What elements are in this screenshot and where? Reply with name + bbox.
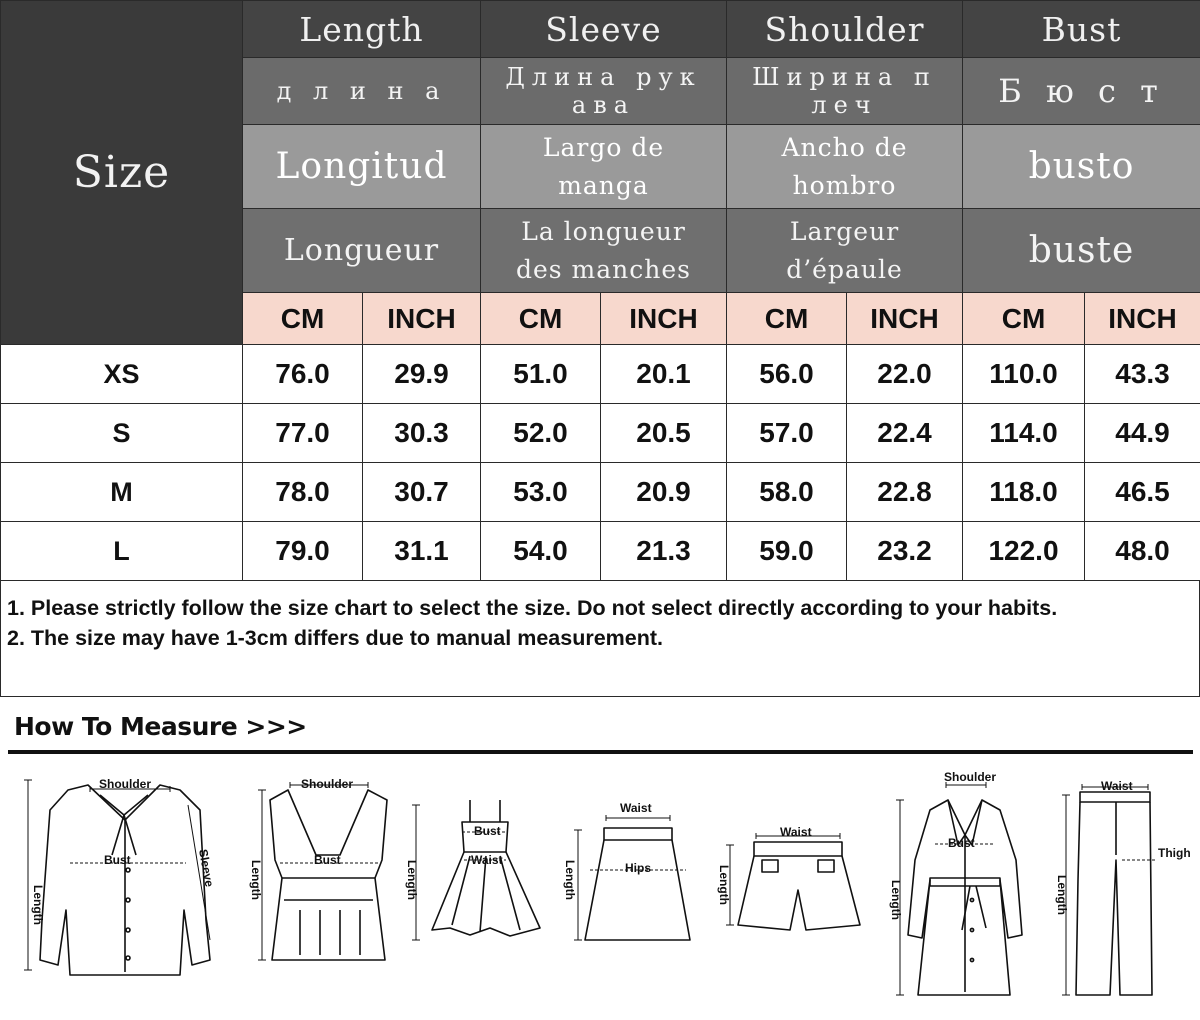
- table-cell: 44.9: [1085, 404, 1200, 463]
- table-cell: 114.0: [963, 404, 1085, 463]
- table-cell: 79.0: [243, 522, 363, 581]
- unit-header: INCH: [1085, 293, 1200, 345]
- waist-label: Waist: [471, 853, 503, 867]
- column-header-sleeve-es: Largo de manga: [481, 125, 727, 209]
- size-label: L: [1, 522, 243, 581]
- unit-header: CM: [243, 293, 363, 345]
- shoulder-label: Shoulder: [944, 770, 997, 784]
- table-cell: 118.0: [963, 463, 1085, 522]
- unit-header: CM: [727, 293, 847, 345]
- bust-label: Bust: [474, 824, 501, 838]
- table-row: [1, 463, 1200, 522]
- trench-coat-icon: [889, 770, 1022, 995]
- table-cell: 30.3: [363, 404, 481, 463]
- column-header-sleeve-ru: Длина рук ава: [481, 58, 727, 125]
- length-label: Length: [563, 860, 577, 900]
- size-header: Size: [1, 1, 243, 345]
- table-cell: 22.8: [847, 463, 963, 522]
- note-1: 1. Please strictly follow the size chart to select the size. Do not select directly according to your habits.: [7, 596, 1058, 620]
- table-cell: 46.5: [1085, 463, 1200, 522]
- column-header-length-fr: Longueur: [243, 209, 481, 293]
- divider: [8, 750, 1193, 754]
- table-cell: 78.0: [243, 463, 363, 522]
- table-cell: 53.0: [481, 463, 601, 522]
- thigh-label: Thigh: [1158, 846, 1191, 860]
- trousers-icon: [1055, 779, 1191, 995]
- table-cell: 48.0: [1085, 522, 1200, 581]
- table-cell: 22.4: [847, 404, 963, 463]
- unit-header: CM: [481, 293, 601, 345]
- column-header-bust-fr: buste: [963, 209, 1200, 293]
- skirt-icon: [563, 801, 690, 940]
- column-header-bust-ru: Б ю с т: [963, 58, 1200, 125]
- waist-label: Waist: [620, 801, 652, 815]
- table-cell: 29.9: [363, 345, 481, 404]
- table-cell: 22.0: [847, 345, 963, 404]
- unit-header: INCH: [363, 293, 481, 345]
- hips-label: Hips: [625, 861, 652, 875]
- table-cell: 54.0: [481, 522, 601, 581]
- size-notes: [0, 580, 1200, 697]
- column-header-shoulder: Shoulder: [727, 1, 963, 58]
- length-label: Length: [405, 860, 419, 900]
- how-to-measure-illustrations: [0, 760, 1200, 1020]
- table-cell: 56.0: [727, 345, 847, 404]
- length-label: Length: [31, 885, 45, 925]
- table-cell: 43.3: [1085, 345, 1200, 404]
- table-cell: 57.0: [727, 404, 847, 463]
- size-label: S: [1, 404, 243, 463]
- length-label: Length: [1055, 875, 1069, 915]
- column-header-shoulder-fr: Largeur d’épaule: [727, 209, 963, 293]
- column-header-sleeve: Sleeve: [481, 1, 727, 58]
- how-to-measure-title: How To Measure >>>: [14, 712, 307, 741]
- shorts-icon: [717, 825, 860, 930]
- table-cell: 20.5: [601, 404, 727, 463]
- waist-label: Waist: [1101, 779, 1133, 793]
- strap-dress-icon: [405, 800, 540, 940]
- table-row: [1, 522, 1200, 581]
- size-label: XS: [1, 345, 243, 404]
- length-label: Length: [717, 865, 731, 905]
- table-cell: 21.3: [601, 522, 727, 581]
- length-label: Length: [249, 860, 263, 900]
- waist-label: Waist: [780, 825, 812, 839]
- table-cell: 76.0: [243, 345, 363, 404]
- blouse-icon: [24, 777, 216, 975]
- tank-top-icon: [249, 777, 387, 960]
- table-cell: 20.1: [601, 345, 727, 404]
- length-label: Length: [889, 880, 903, 920]
- table-cell: 31.1: [363, 522, 481, 581]
- size-label: M: [1, 463, 243, 522]
- unit-header: INCH: [847, 293, 963, 345]
- column-header-length: Length: [243, 1, 481, 58]
- column-header-shoulder-es: Ancho de hombro: [727, 125, 963, 209]
- table-cell: 20.9: [601, 463, 727, 522]
- column-header-length-ru: д л и н а: [243, 58, 481, 125]
- unit-header: CM: [963, 293, 1085, 345]
- table-cell: 110.0: [963, 345, 1085, 404]
- table-cell: 23.2: [847, 522, 963, 581]
- column-header-bust: Bust: [963, 1, 1200, 58]
- table-row: [1, 404, 1200, 463]
- table-cell: 122.0: [963, 522, 1085, 581]
- table-cell: 59.0: [727, 522, 847, 581]
- bust-label: Bust: [104, 853, 131, 867]
- shoulder-label: Shoulder: [301, 777, 354, 791]
- table-cell: 77.0: [243, 404, 363, 463]
- table-row: [1, 345, 1200, 404]
- note-2: 2. The size may have 1-3cm differs due to manual measurement.: [7, 626, 663, 650]
- column-header-shoulder-ru: Ширина п леч: [727, 58, 963, 125]
- table-cell: 51.0: [481, 345, 601, 404]
- shoulder-label: Shoulder: [99, 777, 152, 791]
- bust-label: Bust: [948, 836, 975, 850]
- column-header-sleeve-fr: La longueur des manches: [481, 209, 727, 293]
- bust-label: Bust: [314, 853, 341, 867]
- column-header-bust-es: busto: [963, 125, 1200, 209]
- unit-header: INCH: [601, 293, 727, 345]
- table-cell: 58.0: [727, 463, 847, 522]
- table-cell: 52.0: [481, 404, 601, 463]
- table-cell: 30.7: [363, 463, 481, 522]
- sleeve-label: Sleeve: [196, 848, 217, 888]
- column-header-length-es: Longitud: [243, 125, 481, 209]
